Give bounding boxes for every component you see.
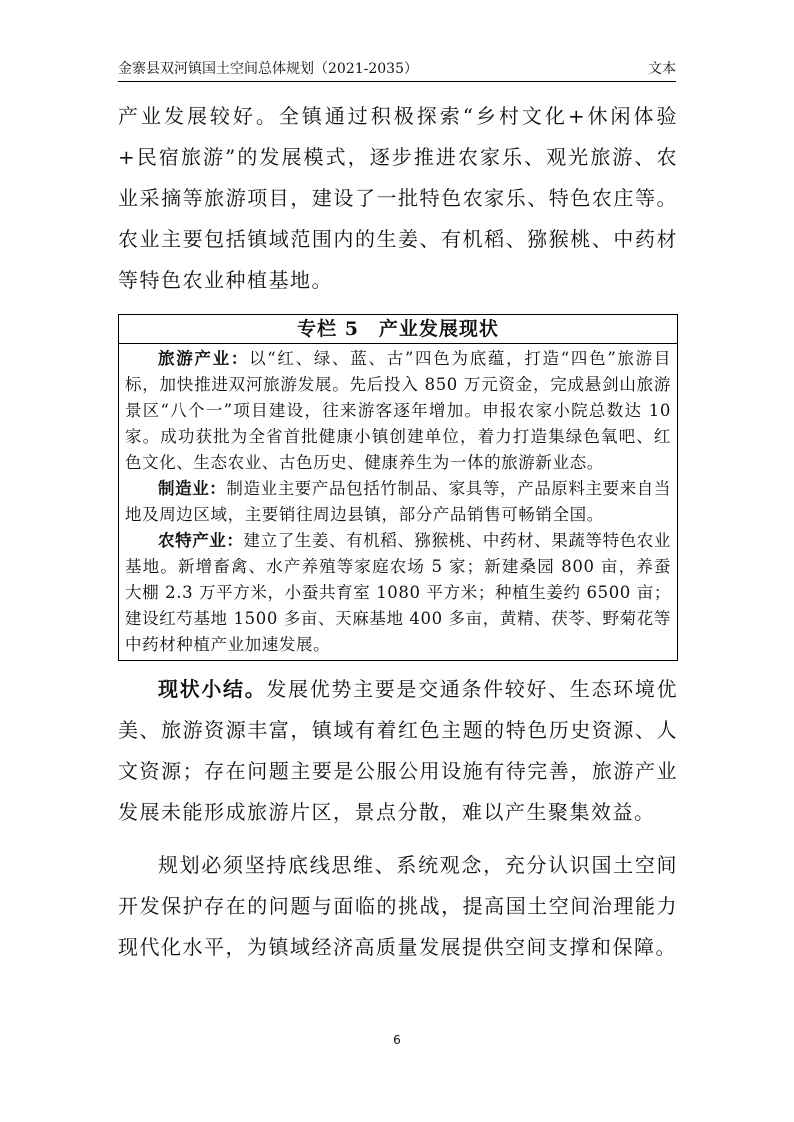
- header-section-label: 文本: [648, 61, 676, 77]
- box-section-manufacturing: [125, 476, 671, 528]
- column-box-body: [119, 344, 677, 660]
- box-section-agriculture: [125, 528, 671, 658]
- box-section-term: 农特产业：: [158, 531, 244, 550]
- header-document-title: 金寨县双河镇国土空间总体规划（2021-2035）: [118, 61, 418, 77]
- box-section-text: 制造业主要产品包括竹制品、家具等，产品原料主要来自当地及周边区域，主要销往周边县镇，部分产品销售可畅销全国。: [125, 479, 672, 524]
- box-section-text: 以“红、绿、蓝、古”四色为底蕴，打造“四色”旅游目标，加快推进双河旅游发展。先后投入 850 万元资金，完成悬剑山旅游景区“八个一”项目建设，往来游客逐年增加。申报农家小院总数达 10 家。成功获批为全省首批健康小镇创建单位，着力打造集绿色氧吧、红色文化、生态农业、古色历史、健康养生为一体的旅游新业态。: [125, 349, 671, 472]
- summary-paragraph: [118, 669, 678, 833]
- column-box-title: 专栏 5 产业发展现状: [119, 315, 677, 344]
- page-content: [118, 96, 678, 968]
- closing-paragraph: 规划必须坚持底线思维、系统观念，充分认识国土空间开发保护存在的问题与面临的挑战，提高国土空间治理能力现代化水平，为镇域经济高质量发展提供空间支撑和保障。: [118, 853, 678, 959]
- summary-text: 发展优势主要是交通条件较好、生态环境优美、旅游资源丰富，镇域有着红色主题的特色历史资源、人文资源；存在问题主要是公服公用设施有待完善，旅游产业发展未能形成旅游片区，景点分散，难以产生聚集效益。: [118, 677, 679, 824]
- box-section-text: 建立了生姜、有机稻、猕猴桃、中药材、果蔬等特色农业基地。新增畜禽、水产养殖等家庭农场 5 家；新建桑园 800 亩，养蚕大棚 2.3 万平方米，小蚕共育室 1080 平方米；种植生姜约 6500 亩；建设红芍基地 1500 多亩、天麻基地 400 多亩，黄精、茯苓、野菊花等中药材种植产业加速发展。: [125, 531, 671, 654]
- page-number: 6: [393, 1033, 401, 1047]
- intro-paragraph: 产业发展较好。全镇通过积极探索“乡村文化+休闲体验+民宿旅游”的发展模式，逐步推进农家乐、观光旅游、农业采摘等旅游项目，建设了一批特色农家乐、特色农庄等。农业主要包括镇域范围内的生姜、有机稻、猕猴桃、中药材等特色农业种植基地。: [118, 104, 678, 292]
- page-header: [118, 52, 676, 78]
- header-divider: [118, 81, 676, 82]
- summary-term: 现状小结。: [158, 677, 267, 701]
- column-box: [118, 314, 678, 661]
- box-section-term: 旅游产业：: [158, 349, 250, 368]
- box-section-tourism: [125, 346, 671, 476]
- box-section-term: 制造业：: [158, 479, 227, 498]
